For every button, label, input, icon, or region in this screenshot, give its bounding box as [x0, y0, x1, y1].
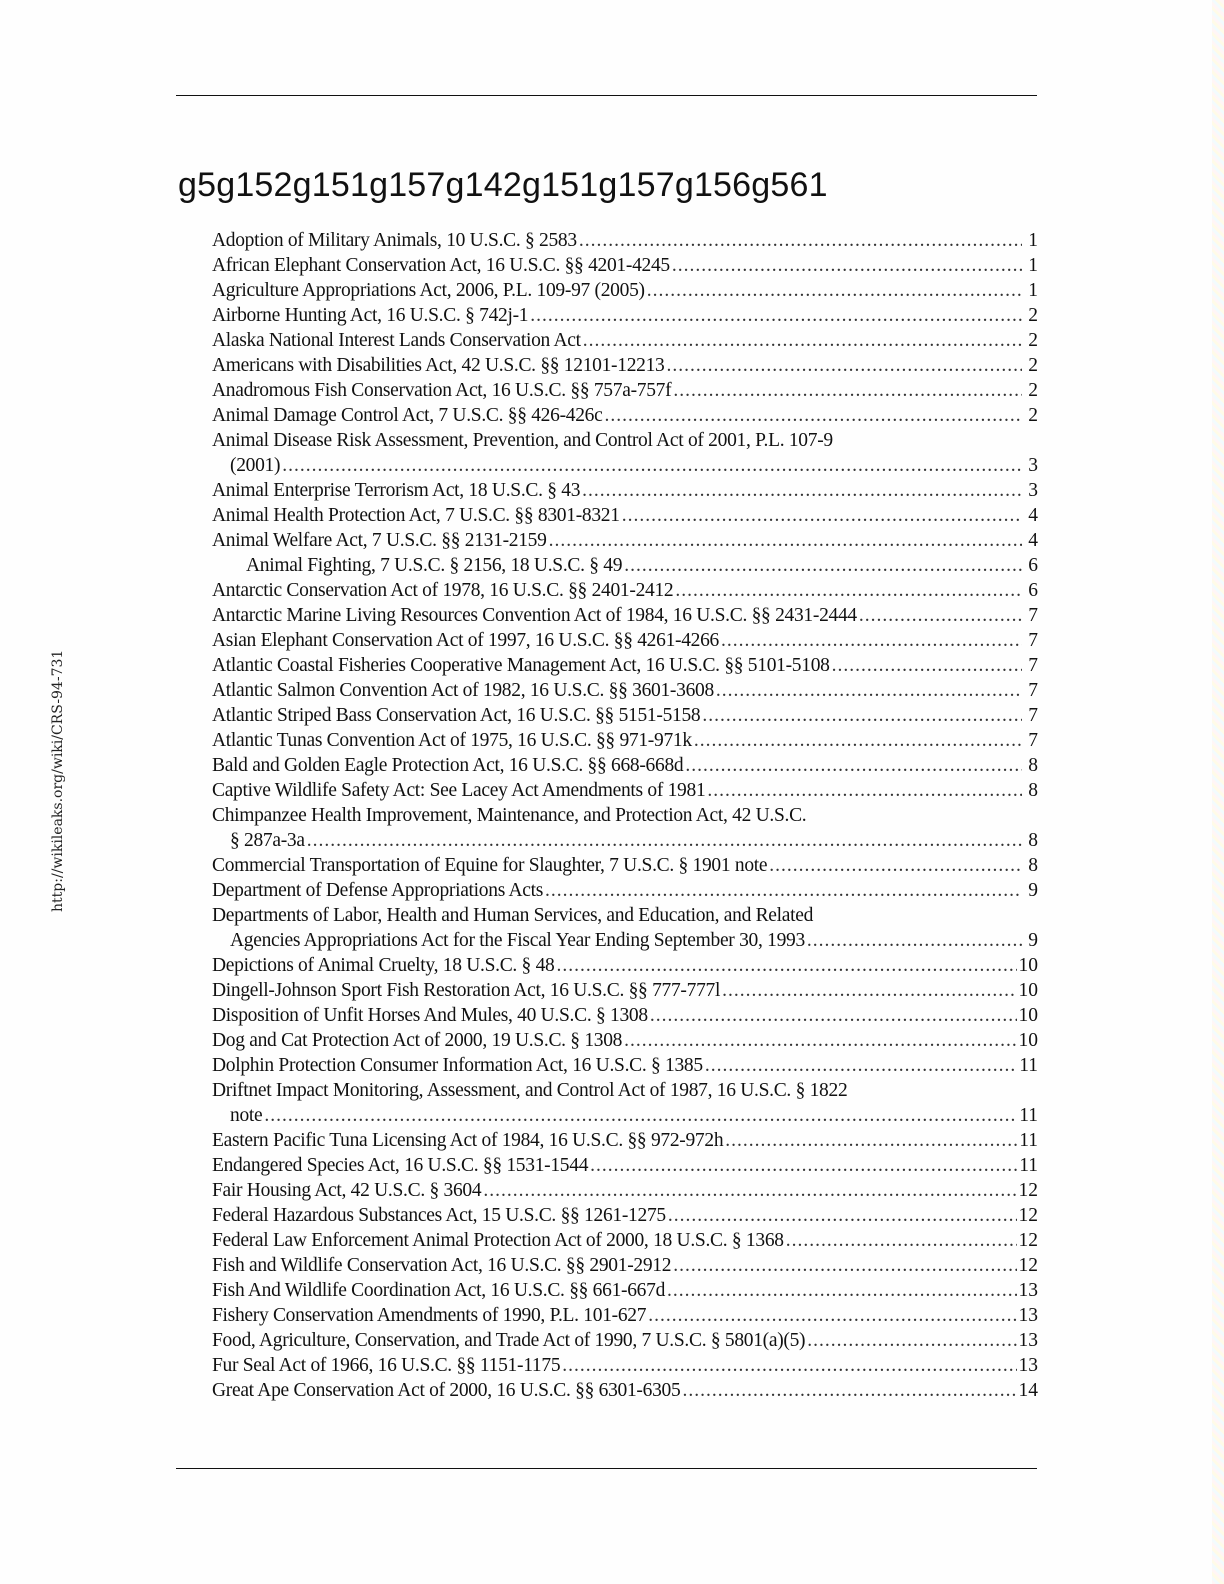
toc-page-number: 10 — [1018, 955, 1038, 976]
toc-entry-title: Fishery Conservation Amendments of 1990, P.L. 101-627 — [212, 1305, 647, 1326]
toc-entry-title: Fair Housing Act, 42 U.S.C. § 3604 — [212, 1180, 482, 1201]
toc-entry-title: Fur Seal Act of 1966, 16 U.S.C. §§ 1151-1175 — [212, 1355, 561, 1376]
toc-entry-title: Asian Elephant Conservation Act of 1997, 16 U.S.C. §§ 4261-4266 — [212, 630, 720, 651]
toc-entry-title: Driftnet Impact Monitoring, Assessment, and Control Act of 1987, 16 U.S.C. § 1822 — [212, 1080, 848, 1101]
toc-entry[interactable] — [212, 653, 1038, 678]
toc-entry-title: Federal Law Enforcement Animal Protection Act of 2000, 18 U.S.C. § 1368 — [212, 1230, 784, 1251]
dot-leader — [530, 303, 1022, 328]
toc-entry-title: Animal Health Protection Act, 7 U.S.C. §§ 8301-8321 — [212, 505, 620, 526]
dot-leader — [579, 228, 1022, 253]
toc-entry-title: Endangered Species Act, 16 U.S.C. §§ 1531-1544 — [212, 1155, 589, 1176]
toc-entry-title: Fish and Wildlife Conservation Act, 16 U.S.C. §§ 2901-2912 — [212, 1255, 672, 1276]
dot-leader — [786, 1228, 1017, 1253]
dot-leader — [716, 678, 1022, 703]
dot-leader — [682, 1378, 1016, 1403]
dot-leader — [650, 1003, 1017, 1028]
header-rule — [176, 95, 1037, 96]
dot-leader — [667, 1278, 1016, 1303]
toc-entry-title: Bald and Golden Eagle Protection Act, 16 U.S.C. §§ 668-668d — [212, 755, 684, 776]
toc-page-number: 13 — [1018, 1330, 1038, 1351]
dot-leader — [483, 1178, 1016, 1203]
toc-entry[interactable] — [212, 1378, 1038, 1403]
toc-page-number: 2 — [1028, 330, 1038, 351]
dot-leader — [807, 928, 1022, 953]
table-of-contents — [212, 228, 1038, 1403]
toc-entry-title: Atlantic Striped Bass Conservation Act, 16 U.S.C. §§ 5151-5158 — [212, 705, 701, 726]
toc-page-number: 7 — [1028, 705, 1038, 726]
dot-leader — [832, 653, 1022, 678]
toc-entry-title-continuation: note — [230, 1105, 263, 1126]
toc-entry[interactable] — [212, 328, 1038, 353]
toc-entry[interactable] — [212, 1353, 1038, 1378]
dot-leader — [604, 403, 1022, 428]
toc-page-number: 8 — [1028, 780, 1038, 801]
toc-entry-title: Great Ape Conservation Act of 2000, 16 U.S.C. §§ 6301-6305 — [212, 1380, 681, 1401]
toc-entry-title: Antarctic Conservation Act of 1978, 16 U.S.C. §§ 2401-2412 — [212, 580, 674, 601]
toc-entry[interactable] — [212, 1028, 1038, 1053]
dot-leader — [807, 1328, 1016, 1353]
toc-entry[interactable] — [212, 1153, 1038, 1178]
dot-leader — [264, 1103, 1017, 1128]
toc-entry-title-continuation: Agencies Appropriations Act for the Fiscal Year Ending September 30, 1993 — [230, 930, 805, 951]
toc-entry-title: Disposition of Unfit Horses And Mules, 40 U.S.C. § 1308 — [212, 1005, 648, 1026]
toc-entry-title: African Elephant Conservation Act, 16 U.S.C. §§ 4201-4245 — [212, 255, 670, 276]
dot-leader — [647, 278, 1022, 303]
toc-entry-title-continuation: (2001) — [230, 455, 281, 476]
toc-page-number: 7 — [1028, 605, 1038, 626]
toc-entry[interactable] — [212, 428, 1038, 478]
toc-entry-title: Agriculture Appropriations Act, 2006, P.L. 109-97 (2005) — [212, 280, 645, 301]
dot-leader — [582, 478, 1022, 503]
toc-page-number: 9 — [1028, 930, 1038, 951]
toc-entry-title: Airborne Hunting Act, 16 U.S.C. § 742j-1 — [212, 305, 529, 326]
toc-entry[interactable] — [212, 803, 1038, 853]
toc-entry[interactable] — [212, 1328, 1038, 1353]
toc-page-number: 6 — [1028, 580, 1038, 601]
toc-page-number: 2 — [1028, 405, 1038, 426]
toc-entry[interactable] — [212, 528, 1038, 553]
toc-entry-title: Animal Damage Control Act, 7 U.S.C. §§ 426-426c — [212, 405, 603, 426]
toc-page-number: 7 — [1028, 730, 1038, 751]
toc-page-number: 10 — [1018, 1005, 1038, 1026]
toc-entry-title: Animal Disease Risk Assessment, Prevention, and Control Act of 2001, P.L. 107-9 — [212, 430, 833, 451]
toc-entry-title: Adoption of Military Animals, 10 U.S.C. § 2583 — [212, 230, 577, 251]
dot-leader — [725, 1128, 1017, 1153]
toc-page-number: 12 — [1018, 1255, 1038, 1276]
toc-entry-title: Antarctic Marine Living Resources Convention Act of 1984, 16 U.S.C. §§ 2431-2444 — [212, 605, 857, 626]
dot-leader — [545, 878, 1022, 903]
dot-leader — [673, 1253, 1016, 1278]
dot-leader — [648, 1303, 1016, 1328]
toc-entry[interactable] — [212, 978, 1038, 1003]
toc-page-number: 7 — [1028, 680, 1038, 701]
toc-page-number: 1 — [1028, 280, 1038, 301]
source-url-sidebar: http://wikileaks.org/wiki/CRS-94-731 — [50, 649, 66, 912]
dot-leader — [685, 753, 1022, 778]
toc-entry[interactable] — [212, 728, 1038, 753]
toc-page-number: 11 — [1019, 1055, 1038, 1076]
toc-entry[interactable] — [212, 1053, 1038, 1078]
dot-leader — [624, 1028, 1016, 1053]
toc-entry-title: Fish And Wildlife Coordination Act, 16 U.S.C. §§ 661-667d — [212, 1280, 666, 1301]
dot-leader — [590, 1153, 1017, 1178]
toc-entry-title: Atlantic Tunas Convention Act of 1975, 16 U.S.C. §§ 971-971k — [212, 730, 692, 751]
footer-rule — [176, 1468, 1037, 1469]
dot-leader — [667, 353, 1023, 378]
dot-leader — [624, 553, 1022, 578]
toc-entry-title: Departments of Labor, Health and Human Services, and Education, and Related — [212, 905, 814, 926]
toc-page-number: 10 — [1018, 1030, 1038, 1051]
toc-entry-title: Alaska National Interest Lands Conservation Act — [212, 330, 581, 351]
dot-leader — [556, 953, 1016, 978]
toc-entry[interactable] — [212, 553, 1038, 578]
toc-entry-title: Federal Hazardous Substances Act, 15 U.S.C. §§ 1261-1275 — [212, 1205, 666, 1226]
dot-leader — [672, 253, 1022, 278]
toc-entry-title: Americans with Disabilities Act, 42 U.S.C. §§ 12101-12213 — [212, 355, 665, 376]
toc-page-number: 12 — [1018, 1205, 1038, 1226]
toc-page-number: 13 — [1018, 1305, 1038, 1326]
toc-entry[interactable] — [212, 303, 1038, 328]
toc-entry[interactable] — [212, 753, 1038, 778]
toc-entry-title: Captive Wildlife Safety Act: See Lacey Act Amendments of 1981 — [212, 780, 706, 801]
toc-entry-title: Anadromous Fish Conservation Act, 16 U.S.C. §§ 757a-757f — [212, 380, 672, 401]
toc-page-number: 8 — [1028, 755, 1038, 776]
toc-entry[interactable] — [212, 628, 1038, 653]
toc-page-number: 1 — [1028, 255, 1038, 276]
dot-leader — [769, 853, 1022, 878]
toc-page-number: 1 — [1028, 230, 1038, 251]
toc-entry[interactable] — [212, 278, 1038, 303]
toc-page-number: 3 — [1028, 480, 1038, 501]
toc-page-number: 2 — [1028, 380, 1038, 401]
dot-leader — [722, 978, 1016, 1003]
dot-leader — [705, 1053, 1017, 1078]
toc-page-number: 4 — [1028, 505, 1038, 526]
dot-leader — [721, 628, 1022, 653]
page-edge-border — [1212, 0, 1224, 1584]
toc-entry[interactable] — [212, 228, 1038, 253]
dot-leader — [668, 1203, 1017, 1228]
toc-page-number: 12 — [1018, 1180, 1038, 1201]
toc-entry-title: Chimpanzee Health Improvement, Maintenance, and Protection Act, 42 U.S.C. — [212, 805, 807, 826]
toc-entry[interactable] — [212, 903, 1038, 953]
toc-page-number: 13 — [1018, 1355, 1038, 1376]
dot-leader — [675, 578, 1022, 603]
toc-entry[interactable] — [212, 1178, 1038, 1203]
toc-entry-title: Commercial Transportation of Equine for Slaughter, 7 U.S.C. § 1901 note — [212, 855, 768, 876]
toc-page-number: 7 — [1028, 630, 1038, 651]
toc-page-number: 14 — [1018, 1380, 1038, 1401]
dot-leader — [673, 378, 1022, 403]
toc-entry[interactable] — [212, 1078, 1038, 1128]
toc-entry[interactable] — [212, 478, 1038, 503]
toc-entry[interactable] — [212, 1253, 1038, 1278]
toc-page-number: 13 — [1018, 1280, 1038, 1301]
toc-entry[interactable] — [212, 603, 1038, 628]
toc-entry[interactable] — [212, 378, 1038, 403]
toc-page-number: 11 — [1019, 1105, 1038, 1126]
dot-leader — [562, 1353, 1016, 1378]
toc-page-number: 3 — [1028, 455, 1038, 476]
toc-page-number: 10 — [1018, 980, 1038, 1001]
toc-page-number: 11 — [1019, 1155, 1038, 1176]
toc-entry[interactable] — [212, 953, 1038, 978]
toc-entry[interactable] — [212, 1278, 1038, 1303]
toc-page-number: 6 — [1028, 555, 1038, 576]
dot-leader — [583, 328, 1022, 353]
toc-entry-title: Depictions of Animal Cruelty, 18 U.S.C. § 48 — [212, 955, 555, 976]
toc-entry-title: Dolphin Protection Consumer Information Act, 16 U.S.C. § 1385 — [212, 1055, 703, 1076]
dot-leader — [859, 603, 1022, 628]
toc-entry[interactable] — [212, 1303, 1038, 1328]
toc-entry-title: Department of Defense Appropriations Acts — [212, 880, 544, 901]
dot-leader — [707, 778, 1022, 803]
toc-entry-title: Food, Agriculture, Conservation, and Trade Act of 1990, 7 U.S.C. § 5801(a)(5) — [212, 1330, 806, 1351]
toc-entry[interactable] — [212, 778, 1038, 803]
toc-page-number: 11 — [1019, 1130, 1038, 1151]
toc-entry[interactable] — [212, 878, 1038, 903]
toc-entry[interactable] — [212, 353, 1038, 378]
toc-page-number: 7 — [1028, 655, 1038, 676]
toc-entry-title: Atlantic Salmon Convention Act of 1982, 16 U.S.C. §§ 3601-3608 — [212, 680, 714, 701]
page-heading: g5g152g151g157g142g151g157g156g561 — [178, 166, 828, 204]
toc-entry[interactable] — [212, 1003, 1038, 1028]
toc-entry[interactable] — [212, 678, 1038, 703]
toc-entry-title: Atlantic Coastal Fisheries Cooperative Management Act, 16 U.S.C. §§ 5101-5108 — [212, 655, 830, 676]
toc-page-number: 8 — [1028, 830, 1038, 851]
toc-entry[interactable] — [212, 1128, 1038, 1153]
toc-page-number: 2 — [1028, 305, 1038, 326]
toc-entry-title: Animal Fighting, 7 U.S.C. § 2156, 18 U.S.C. § 49 — [246, 555, 623, 576]
dot-leader — [282, 453, 1022, 478]
toc-entry-title-continuation: § 287a-3a — [230, 830, 305, 851]
toc-entry[interactable] — [212, 703, 1038, 728]
toc-entry[interactable] — [212, 253, 1038, 278]
toc-entry-title: Eastern Pacific Tuna Licensing Act of 1984, 16 U.S.C. §§ 972-972h — [212, 1130, 724, 1151]
toc-page-number: 8 — [1028, 855, 1038, 876]
toc-entry[interactable] — [212, 578, 1038, 603]
toc-entry[interactable] — [212, 1228, 1038, 1253]
toc-page-number: 9 — [1028, 880, 1038, 901]
toc-entry[interactable] — [212, 403, 1038, 428]
dot-leader — [549, 528, 1022, 553]
toc-entry-title: Animal Enterprise Terrorism Act, 18 U.S.C. § 43 — [212, 480, 581, 501]
toc-entry-title: Animal Welfare Act, 7 U.S.C. §§ 2131-2159 — [212, 530, 547, 551]
toc-page-number: 4 — [1028, 530, 1038, 551]
toc-entry[interactable] — [212, 1203, 1038, 1228]
toc-page-number: 2 — [1028, 355, 1038, 376]
dot-leader — [694, 728, 1022, 753]
dot-leader — [307, 828, 1022, 853]
toc-entry-title: Dingell-Johnson Sport Fish Restoration Act, 16 U.S.C. §§ 777-777l — [212, 980, 721, 1001]
toc-entry-title: Dog and Cat Protection Act of 2000, 19 U.S.C. § 1308 — [212, 1030, 623, 1051]
toc-entry[interactable] — [212, 503, 1038, 528]
dot-leader — [702, 703, 1022, 728]
dot-leader — [622, 503, 1022, 528]
toc-entry[interactable] — [212, 853, 1038, 878]
toc-page-number: 12 — [1018, 1230, 1038, 1251]
